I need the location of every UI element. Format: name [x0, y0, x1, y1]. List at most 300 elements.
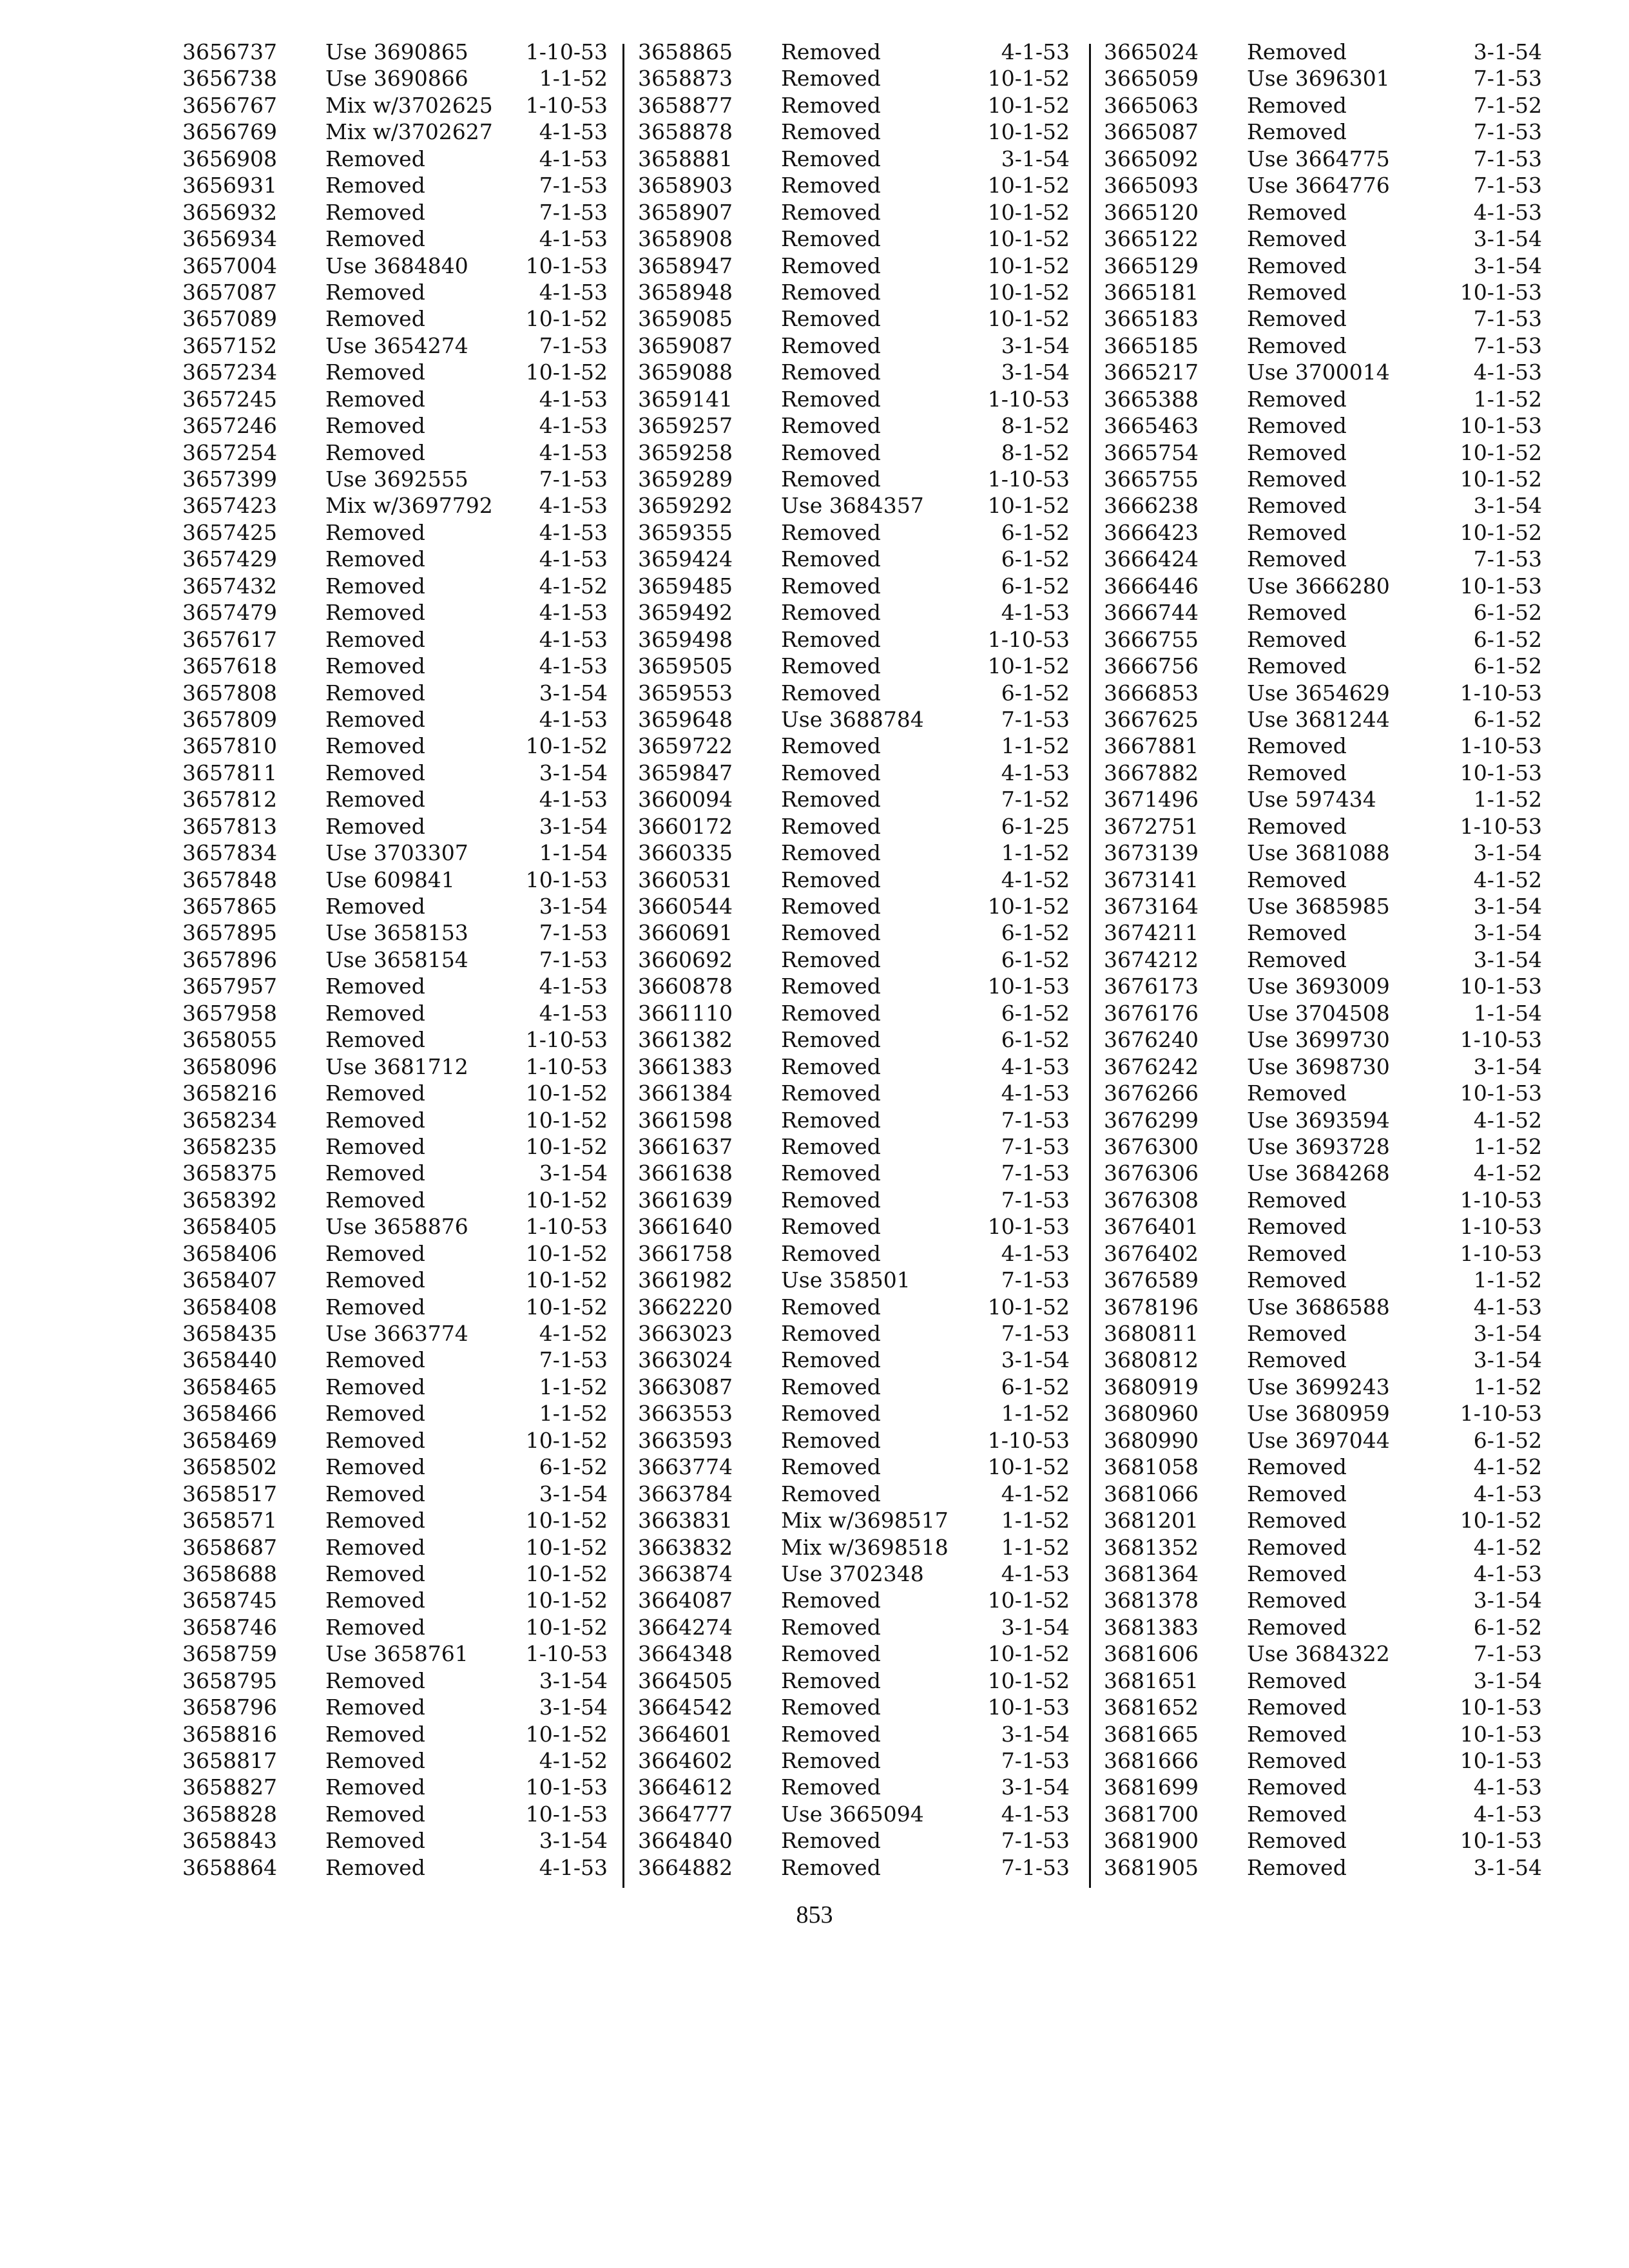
part-number: 3665120 [1104, 199, 1199, 225]
part-number: 3665755 [1104, 466, 1199, 492]
effective-date: 1-10-53 [525, 1214, 608, 1240]
part-number: 3680811 [1104, 1321, 1199, 1346]
table-row [182, 840, 608, 866]
table-row [182, 1721, 608, 1747]
table-row [638, 279, 1070, 305]
status-text: Removed [1247, 1454, 1347, 1480]
table-row [1104, 1640, 1542, 1667]
part-number: 3658435 [182, 1321, 277, 1346]
part-number: 3658873 [638, 66, 733, 91]
status-text: Removed [1247, 1321, 1347, 1346]
status-text: Use 3684268 [1247, 1160, 1390, 1186]
part-number: 3657432 [182, 573, 277, 599]
table-row [638, 92, 1070, 119]
part-number: 3664840 [638, 1828, 733, 1854]
part-number: 3657957 [182, 974, 277, 999]
part-number: 3658406 [182, 1240, 277, 1266]
table-row [638, 1026, 1070, 1053]
table-row [1104, 1133, 1542, 1160]
status-text: Removed [781, 1053, 881, 1079]
effective-date: 10-1-52 [525, 1508, 608, 1533]
effective-date: 3-1-54 [1001, 332, 1070, 358]
part-number: 3661383 [638, 1053, 733, 1079]
status-text: Removed [325, 626, 425, 652]
effective-date: 4-1-53 [539, 279, 608, 305]
table-row [182, 680, 608, 706]
table-row [1104, 492, 1542, 519]
effective-date: 3-1-54 [1473, 253, 1542, 278]
part-number: 3681383 [1104, 1614, 1199, 1640]
status-text: Removed [1247, 546, 1347, 572]
effective-date: 7-1-53 [539, 947, 608, 972]
effective-date: 7-1-52 [1001, 787, 1070, 812]
effective-date: 3-1-54 [1001, 146, 1070, 171]
status-text: Removed [325, 1695, 425, 1720]
effective-date: 4-1-52 [539, 573, 608, 599]
part-number: 3659141 [638, 386, 733, 412]
part-number: 3681651 [1104, 1667, 1199, 1693]
part-number: 3659355 [638, 519, 733, 545]
status-text: Removed [1247, 199, 1347, 225]
part-number: 3666424 [1104, 546, 1199, 572]
part-number: 3663553 [638, 1401, 733, 1427]
part-number: 3661638 [638, 1160, 733, 1186]
part-number: 3676240 [1104, 1027, 1199, 1053]
effective-date: 6-1-52 [1001, 680, 1070, 706]
effective-date: 7-1-53 [539, 1347, 608, 1373]
part-number: 3667881 [1104, 733, 1199, 759]
part-number: 3658517 [182, 1481, 277, 1506]
table-row [638, 1400, 1070, 1427]
effective-date: 4-1-53 [1001, 1053, 1070, 1079]
table-row [1104, 840, 1542, 866]
effective-date: 7-1-53 [1001, 1748, 1070, 1773]
table-row [638, 253, 1070, 279]
status-text: Use 3664776 [1247, 173, 1390, 198]
effective-date: 10-1-52 [525, 1427, 608, 1453]
table-row [1104, 253, 1542, 279]
status-text: Removed [325, 894, 425, 919]
effective-date: 4-1-52 [1473, 1534, 1542, 1560]
effective-date: 10-1-53 [1460, 1748, 1542, 1773]
status-text: Removed [1247, 867, 1347, 892]
part-number: 3666446 [1104, 573, 1199, 599]
effective-date: 3-1-54 [1473, 920, 1542, 946]
effective-date: 10-1-52 [987, 279, 1070, 305]
status-text: Removed [781, 92, 881, 118]
table-row [638, 359, 1070, 385]
status-text: Use 3684357 [781, 493, 924, 519]
effective-date: 6-1-52 [1001, 573, 1070, 599]
effective-date: 10-1-52 [525, 1107, 608, 1133]
table-row [1104, 1080, 1542, 1106]
effective-date: 10-1-53 [1460, 974, 1542, 999]
part-number: 3659424 [638, 546, 733, 572]
effective-date: 4-1-53 [1473, 1294, 1542, 1320]
table-row [1104, 65, 1542, 91]
status-text: Use 597434 [1247, 787, 1376, 812]
table-row [1104, 867, 1542, 893]
effective-date: 1-10-53 [1460, 1401, 1542, 1427]
table-row [182, 1187, 608, 1213]
table-row [1104, 1587, 1542, 1613]
part-number: 3661384 [638, 1081, 733, 1106]
table-row [1104, 1747, 1542, 1774]
status-text: Removed [781, 1774, 881, 1800]
part-number: 3659292 [638, 493, 733, 519]
effective-date: 3-1-54 [1473, 1667, 1542, 1693]
part-number: 3671496 [1104, 787, 1199, 812]
status-text: Removed [1247, 947, 1347, 972]
part-number: 3676308 [1104, 1187, 1199, 1213]
table-row [182, 519, 608, 546]
effective-date: 4-1-53 [1473, 360, 1542, 385]
part-number: 3680919 [1104, 1374, 1199, 1399]
part-number: 3658234 [182, 1107, 277, 1133]
table-row [1104, 546, 1542, 572]
status-text: Removed [325, 1748, 425, 1773]
effective-date: 3-1-54 [1473, 1321, 1542, 1346]
part-number: 3673164 [1104, 894, 1199, 919]
table-row [1104, 947, 1542, 973]
table-row [638, 573, 1070, 599]
table-row [638, 1187, 1070, 1213]
status-text: Removed [325, 1000, 425, 1026]
table-row [1104, 1827, 1542, 1854]
table-row [182, 146, 608, 172]
part-number: 3660094 [638, 787, 733, 812]
part-number: 3663784 [638, 1481, 733, 1506]
part-number: 3676299 [1104, 1107, 1199, 1133]
table-row [1104, 1481, 1542, 1507]
part-number: 3658055 [182, 1027, 277, 1053]
table-row [182, 226, 608, 252]
table-row [1104, 332, 1542, 359]
part-number: 3658746 [182, 1614, 277, 1640]
status-text: Removed [781, 1107, 881, 1133]
status-text: Removed [1247, 1774, 1347, 1800]
effective-date: 10-1-52 [987, 493, 1070, 519]
part-number: 3658865 [638, 39, 733, 64]
effective-date: 10-1-53 [1460, 573, 1542, 599]
table-row [638, 1160, 1070, 1186]
part-number: 3676173 [1104, 974, 1199, 999]
status-text: Removed [781, 894, 881, 919]
table-row [182, 786, 608, 812]
effective-date: 7-1-53 [1473, 119, 1542, 145]
part-number: 3664348 [638, 1641, 733, 1667]
effective-date: 8-1-52 [1001, 439, 1070, 465]
status-text: Removed [325, 1667, 425, 1693]
part-number: 3657423 [182, 493, 277, 519]
effective-date: 4-1-53 [539, 119, 608, 145]
status-text: Use 3696301 [1247, 66, 1390, 91]
table-row [182, 1240, 608, 1267]
table-row [1104, 412, 1542, 439]
table-row [638, 786, 1070, 812]
effective-date: 4-1-52 [539, 1748, 608, 1773]
table-row [638, 546, 1070, 572]
table-row [1104, 1187, 1542, 1213]
effective-date: 4-1-53 [539, 519, 608, 545]
status-text: Removed [325, 1854, 425, 1880]
status-text: Use 3688784 [781, 706, 924, 732]
part-number: 3662220 [638, 1294, 733, 1320]
status-text: Removed [781, 360, 881, 385]
table-row [1104, 1026, 1542, 1053]
table-row [638, 1640, 1070, 1667]
status-text: Removed [325, 1347, 425, 1373]
table-row [1104, 813, 1542, 840]
status-text: Removed [781, 413, 881, 439]
table-row [182, 199, 608, 226]
effective-date: 1-10-53 [1460, 680, 1542, 706]
table-row [182, 1854, 608, 1881]
table-row [182, 599, 608, 626]
status-text: Removed [325, 1427, 425, 1453]
table-row [182, 172, 608, 198]
effective-date: 4-1-53 [1473, 1481, 1542, 1506]
effective-date: 1-10-53 [525, 1053, 608, 1079]
table-row [182, 573, 608, 599]
status-text: Removed [781, 173, 881, 198]
part-number: 3659257 [638, 413, 733, 439]
table-row [182, 947, 608, 973]
effective-date: 10-1-53 [1460, 760, 1542, 785]
part-number: 3660544 [638, 894, 733, 919]
effective-date: 10-1-52 [525, 1133, 608, 1159]
table-row [1104, 1374, 1542, 1400]
table-row [1104, 626, 1542, 653]
part-number: 3666423 [1104, 519, 1199, 545]
table-row [182, 1400, 608, 1427]
effective-date: 6-1-52 [1001, 947, 1070, 972]
table-row [1104, 1320, 1542, 1347]
part-number: 3663774 [638, 1454, 733, 1480]
table-row [182, 332, 608, 359]
effective-date: 10-1-52 [525, 360, 608, 385]
part-number: 3658864 [182, 1854, 277, 1880]
effective-date: 10-1-53 [525, 253, 608, 278]
effective-date: 3-1-54 [1473, 1588, 1542, 1613]
part-number: 3681066 [1104, 1481, 1199, 1506]
effective-date: 1-1-52 [1001, 733, 1070, 759]
part-number: 3665754 [1104, 439, 1199, 465]
status-text: Removed [781, 199, 881, 225]
part-number: 3657617 [182, 626, 277, 652]
table-row [1104, 1053, 1542, 1080]
status-text: Removed [781, 1641, 881, 1667]
status-text: Removed [781, 1695, 881, 1720]
table-row [182, 1801, 608, 1827]
part-number: 3657089 [182, 306, 277, 332]
table-row [638, 653, 1070, 679]
effective-date: 10-1-52 [525, 1267, 608, 1293]
status-text: Removed [781, 813, 881, 839]
effective-date: 3-1-54 [539, 1160, 608, 1186]
status-text: Use 3665094 [781, 1801, 924, 1827]
effective-date: 1-1-52 [1473, 1267, 1542, 1293]
status-text: Removed [781, 1427, 881, 1453]
effective-date: 1-10-53 [1460, 813, 1542, 839]
effective-date: 10-1-52 [987, 173, 1070, 198]
status-text: Removed [325, 1267, 425, 1293]
effective-date: 1-1-52 [1473, 1133, 1542, 1159]
status-text: Use 3658154 [325, 947, 468, 972]
effective-date: 7-1-53 [1001, 1133, 1070, 1159]
part-number: 3656737 [182, 39, 277, 64]
effective-date: 6-1-25 [1001, 813, 1070, 839]
table-row [1104, 172, 1542, 198]
status-text: Removed [325, 1240, 425, 1266]
table-row [182, 1774, 608, 1800]
status-text: Removed [325, 1160, 425, 1186]
effective-date: 10-1-53 [525, 1801, 608, 1827]
table-row [638, 599, 1070, 626]
effective-date: 10-1-52 [987, 1454, 1070, 1480]
part-number: 3657865 [182, 894, 277, 919]
part-number: 3661637 [638, 1133, 733, 1159]
table-row [1104, 279, 1542, 305]
status-text: Removed [1247, 626, 1347, 652]
part-number: 3665122 [1104, 226, 1199, 252]
effective-date: 3-1-54 [1473, 1053, 1542, 1079]
effective-date: 4-1-52 [1473, 1107, 1542, 1133]
part-number: 3661640 [638, 1214, 733, 1240]
effective-date: 1-10-53 [987, 626, 1070, 652]
table-row [182, 1026, 608, 1053]
table-row [638, 65, 1070, 91]
effective-date: 6-1-52 [1001, 1027, 1070, 1053]
table-row [182, 1534, 608, 1561]
part-number: 3663832 [638, 1534, 733, 1560]
table-row [182, 973, 608, 999]
status-text: Removed [781, 1454, 881, 1480]
effective-date: 6-1-52 [1473, 1427, 1542, 1453]
effective-date: 1-10-53 [525, 39, 608, 64]
table-row [182, 1347, 608, 1373]
table-row [638, 1294, 1070, 1320]
effective-date: 10-1-52 [525, 1081, 608, 1106]
table-row [638, 1267, 1070, 1293]
table-row [638, 1374, 1070, 1400]
part-number: 3681900 [1104, 1828, 1199, 1854]
table-row [638, 1854, 1070, 1881]
part-number: 3659648 [638, 706, 733, 732]
table-row [182, 1320, 608, 1347]
status-text: Removed [1247, 1667, 1347, 1693]
status-text: Use 3700014 [1247, 360, 1390, 385]
table-row [1104, 1427, 1542, 1454]
effective-date: 1-10-53 [1460, 1027, 1542, 1053]
part-number: 3658817 [182, 1748, 277, 1773]
status-text: Use 3681088 [1247, 840, 1390, 866]
status-text: Removed [781, 1614, 881, 1640]
table-row [1104, 1854, 1542, 1881]
status-text: Removed [325, 1294, 425, 1320]
status-text: Removed [325, 413, 425, 439]
table-row [1104, 1347, 1542, 1373]
status-text: Removed [325, 1508, 425, 1533]
status-text: Removed [325, 1107, 425, 1133]
effective-date: 3-1-54 [539, 1667, 608, 1693]
effective-date: 4-1-53 [1473, 1801, 1542, 1827]
effective-date: 8-1-52 [1001, 413, 1070, 439]
effective-date: 7-1-53 [539, 920, 608, 946]
part-number: 3681699 [1104, 1774, 1199, 1800]
table-row [638, 1694, 1070, 1720]
part-number: 3661382 [638, 1027, 733, 1053]
status-text: Removed [325, 1374, 425, 1399]
effective-date: 10-1-52 [525, 306, 608, 332]
status-text: Removed [781, 1240, 881, 1266]
effective-date: 3-1-54 [1473, 894, 1542, 919]
table-row [1104, 466, 1542, 492]
status-text: Use 3685985 [1247, 894, 1390, 919]
part-number: 3659492 [638, 600, 733, 626]
table-row [182, 1614, 608, 1640]
table-row [638, 706, 1070, 733]
table-row [1104, 733, 1542, 759]
status-text: Use 3658761 [325, 1641, 468, 1667]
status-text: Use 3663774 [325, 1321, 468, 1346]
table-row [638, 146, 1070, 172]
status-text: Removed [1247, 332, 1347, 358]
effective-date: 1-10-53 [987, 1427, 1070, 1453]
table-row [182, 253, 608, 279]
effective-date: 10-1-52 [987, 199, 1070, 225]
part-number: 3659258 [638, 439, 733, 465]
part-number: 3666238 [1104, 493, 1199, 519]
table-row [638, 973, 1070, 999]
part-number: 3676266 [1104, 1081, 1199, 1106]
status-text: Removed [781, 1081, 881, 1106]
status-text: Removed [781, 146, 881, 171]
part-number: 3665093 [1104, 173, 1199, 198]
table-row [638, 332, 1070, 359]
part-number: 3657812 [182, 787, 277, 812]
table-row [1104, 1561, 1542, 1587]
status-text: Removed [1247, 1561, 1347, 1586]
part-number: 3672751 [1104, 813, 1199, 839]
effective-date: 4-1-53 [1001, 39, 1070, 64]
table-row [182, 867, 608, 893]
part-number: 3681905 [1104, 1854, 1199, 1880]
table-row [1104, 226, 1542, 252]
table-row [182, 119, 608, 145]
status-text: Removed [1247, 1267, 1347, 1293]
effective-date: 4-1-53 [539, 413, 608, 439]
effective-date: 4-1-53 [539, 626, 608, 652]
part-number: 3658687 [182, 1534, 277, 1560]
part-number: 3680990 [1104, 1427, 1199, 1453]
status-text: Mix w/3702627 [325, 119, 493, 145]
part-number: 3657429 [182, 546, 277, 572]
table-row [1104, 1240, 1542, 1267]
part-number: 3658440 [182, 1347, 277, 1373]
effective-date: 1-1-52 [1473, 787, 1542, 812]
table-row [182, 412, 608, 439]
part-number: 3657399 [182, 466, 277, 492]
effective-date: 7-1-53 [1473, 173, 1542, 198]
part-number: 3665024 [1104, 39, 1199, 64]
status-text: Removed [325, 733, 425, 759]
part-number: 3661110 [638, 1000, 733, 1026]
status-text: Removed [1247, 1801, 1347, 1827]
part-number: 3660691 [638, 920, 733, 946]
effective-date: 4-1-53 [539, 653, 608, 679]
status-text: Removed [781, 1481, 881, 1506]
